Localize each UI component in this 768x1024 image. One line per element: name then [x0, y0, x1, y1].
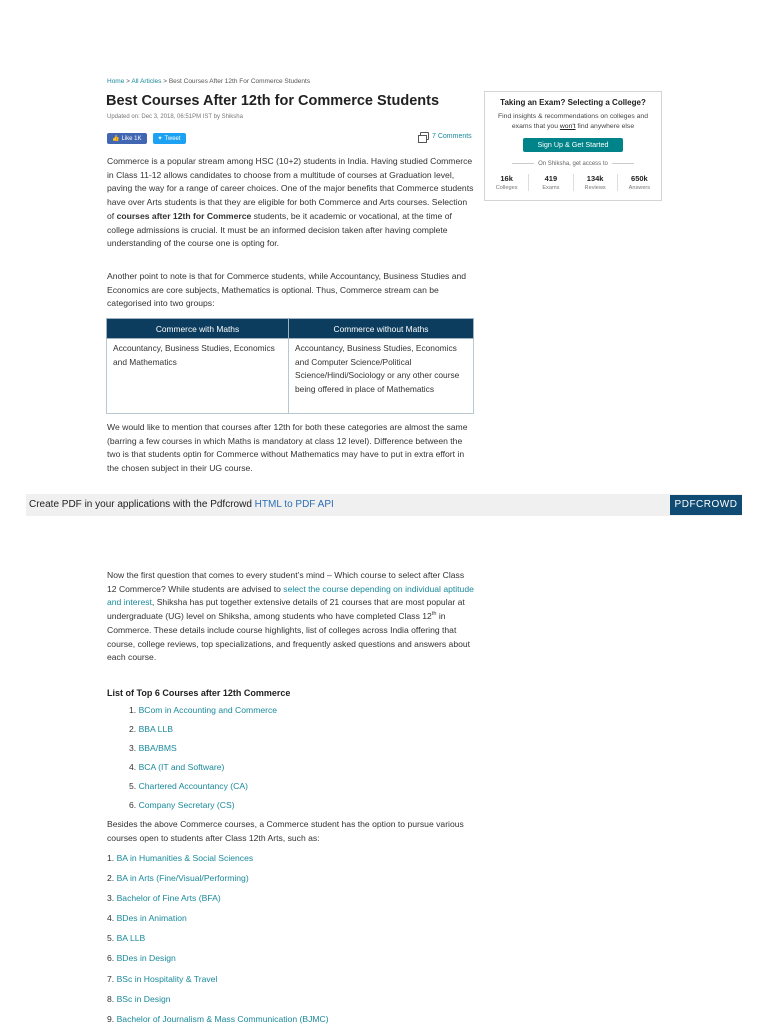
stat-label: Exams	[542, 185, 560, 191]
aptitude-link[interactable]: select the course depending on individual aptitude and interest	[107, 583, 474, 608]
course-link[interactable]: Bachelor of Journalism & Mass Communication (BJMC)	[116, 1013, 329, 1024]
stat-label: Answers	[628, 185, 651, 191]
comment-icon	[420, 132, 429, 140]
comments-count: 7 Comments	[432, 132, 472, 140]
table-row	[107, 339, 474, 414]
html-to-pdf-link[interactable]: HTML to PDF API	[254, 499, 334, 510]
course-link[interactable]: Chartered Accountancy (CA)	[138, 781, 248, 791]
arts-paragraph: Besides the above Commerce courses, a Commerce student has the option to pursue various courses open to students after Class 12th Arts, such as:	[107, 819, 464, 843]
stat-reviews	[574, 174, 618, 191]
widget-text-part: find anywhere else	[575, 122, 635, 130]
like-label: Like 1K	[121, 135, 142, 142]
facebook-like-button[interactable]	[107, 133, 147, 144]
breadcrumb	[107, 78, 310, 85]
list-number: 3.	[129, 743, 139, 753]
widget-text-underlined: won't	[559, 122, 576, 130]
list-item	[129, 780, 277, 799]
table-header-row	[107, 319, 474, 339]
question-text-cont: , Shiksha has put together extensive details of 21 courses that are most popular at undergraduate (UG) level on Shiksha, among students who have completed Class 12	[107, 597, 465, 622]
thumbs-up-icon: 👍	[112, 136, 120, 142]
list-number: 2.	[107, 873, 117, 884]
list-item	[107, 912, 329, 932]
list-number: 4.	[129, 762, 139, 772]
groups-paragraph: Another point to note is that for Commerce students, while Accountancy, Business Studies and Economics are core subjects, Mathematics is optional. Thus, Commerce stream can be categorised into two groups:	[107, 271, 467, 309]
list-number: 1.	[129, 705, 139, 715]
course-link[interactable]: BDes in Design	[116, 953, 176, 964]
intro-bold-text: courses after 12th for Commerce	[116, 210, 252, 221]
stat-label: Reviews	[584, 185, 606, 191]
question-text-end: in Commerce. These details include course highlights, list of colleges across India offering that course, college reviews, top specializations, and frequently asked questions and answers about each course.	[107, 611, 471, 663]
course-link[interactable]: BBA LLB	[138, 724, 173, 734]
stat-value: 419	[544, 174, 558, 183]
course-link[interactable]: BCom in Accounting and Commerce	[138, 705, 278, 715]
course-link[interactable]: Bachelor of Fine Arts (BFA)	[116, 893, 221, 904]
stat-value: 16k	[500, 174, 513, 183]
table-cell: Accountancy, Business Studies, Economics and Mathematics	[107, 339, 289, 414]
course-link[interactable]: BA in Arts (Fine/Visual/Performing)	[116, 873, 249, 884]
list-item	[107, 892, 329, 912]
list-number: 5.	[107, 933, 117, 944]
list-number: 3.	[107, 893, 117, 904]
list-item	[129, 742, 277, 761]
top-courses-list	[129, 704, 277, 818]
breadcrumb-separator: >	[161, 78, 169, 85]
commerce-groups-table	[106, 318, 474, 414]
widget-stats	[485, 174, 661, 191]
list-number: 9.	[107, 1013, 117, 1024]
pdfcrowd-text	[29, 499, 334, 510]
list-item	[129, 704, 277, 723]
signup-widget	[484, 91, 662, 201]
list-item	[107, 1013, 329, 1024]
intro-text: Commerce is a popular stream among HSC (10+2) students in India. Having studied Commerce in Class 11-12 allows candidates to choose from a multitude of courses at Graduation level, paving the way for a range of career choices. One of the major benefits that Commerce students have over Arts students is that they are eligible for both Commerce and Arts courses. Selection of	[107, 156, 474, 221]
page-title: Best Courses After 12th for Commerce Students	[106, 93, 440, 109]
list-number: 6.	[129, 800, 139, 810]
list-item	[107, 872, 329, 892]
list-item	[129, 799, 277, 818]
list-item	[129, 723, 277, 742]
breadcrumb-home-link[interactable]: Home	[107, 78, 125, 85]
stat-exams	[529, 174, 573, 191]
stat-label: Colleges	[495, 185, 518, 191]
question-text: Now the first question that comes to every student’s mind – Which course to select after Class 12 Commerce? While students are advised to	[107, 570, 465, 594]
courses-list-heading: List of Top 6 Courses after 12th Commerce	[107, 688, 291, 698]
course-link[interactable]: BDes in Animation	[116, 913, 187, 924]
stat-value: 134k	[586, 174, 604, 183]
stat-answers	[618, 174, 661, 191]
list-item	[107, 993, 329, 1013]
list-number: 1.	[107, 853, 117, 863]
stat-colleges	[485, 174, 529, 191]
list-number: 8.	[107, 993, 117, 1004]
course-link[interactable]: BSc in Design	[116, 993, 171, 1004]
list-number: 4.	[107, 913, 117, 924]
course-link[interactable]: Company Secretary (CS)	[138, 800, 235, 810]
list-item	[107, 952, 329, 972]
list-item	[129, 761, 277, 780]
course-link[interactable]: BA LLB	[116, 933, 146, 944]
mention-paragraph: We would like to mention that courses after 12th for both these categories are almost the same (barring a few courses in which Maths is mandatory at class 12 level). Difference between the two is that students optin for Commerce without Mathematics may have to put in extra effort in the chosen subject in their UG course.	[107, 422, 468, 474]
twitter-bird-icon: ✦	[157, 136, 163, 142]
course-link[interactable]: BSc in Hospitality & Travel	[116, 973, 218, 984]
pdfcrowd-label: Create PDF in your applications with the Pdfcrowd	[29, 499, 255, 510]
breadcrumb-current: Best Courses After 12th For Commerce Students	[168, 78, 311, 85]
course-link[interactable]: BBA/BMS	[138, 743, 177, 753]
list-number: 6.	[107, 953, 117, 964]
list-item	[107, 932, 329, 952]
question-paragraph	[107, 569, 474, 665]
list-item	[107, 973, 329, 993]
table-header: Commerce with Maths	[107, 319, 289, 339]
comments-link[interactable]	[420, 132, 472, 140]
arts-courses-list	[107, 852, 329, 1024]
widget-access-text: On Shiksha, get access to	[485, 161, 661, 167]
breadcrumb-separator: >	[124, 78, 132, 85]
widget-title: Taking an Exam? Selecting a College?	[500, 98, 646, 107]
list-number: 5.	[129, 781, 139, 791]
intro-paragraph	[107, 155, 474, 251]
breadcrumb-articles-link[interactable]: All Articles	[131, 78, 162, 85]
table-cell: Accountancy, Business Studies, Economics and Computer Science/Political Science/Hindi/Sociology or any other course being offered in place of Mathematics	[289, 339, 474, 414]
list-number: 7.	[107, 973, 117, 984]
widget-text	[491, 112, 655, 131]
pdfcrowd-banner	[26, 494, 742, 516]
tweet-label: Tweet	[164, 135, 181, 142]
signup-button[interactable]: Sign Up & Get Started	[523, 138, 623, 152]
social-buttons	[107, 133, 186, 144]
course-link[interactable]: BA in Humanities & Social Sciences	[116, 853, 254, 863]
table-header: Commerce without Maths	[289, 319, 474, 339]
list-item	[107, 852, 329, 872]
pdfcrowd-logo[interactable]: PDFCROWD	[670, 495, 742, 515]
list-number: 2.	[129, 724, 139, 734]
tweet-button[interactable]	[153, 133, 186, 144]
stat-value: 650k	[631, 174, 648, 183]
course-link[interactable]: BCA (IT and Software)	[138, 762, 225, 772]
intro-text-cont: students, be it academic or vocational, at the time of college admissions is crucial. It must be an informed decision taken after having complete understanding of the course one is opting for.	[107, 210, 452, 249]
superscript: th	[431, 611, 437, 618]
widget-text-part: Find insights & recommendations on colleges and exams that you	[498, 113, 648, 130]
updated-date: Updated on: Dec 3, 2018, 06:51PM IST by Shiksha	[107, 114, 243, 120]
